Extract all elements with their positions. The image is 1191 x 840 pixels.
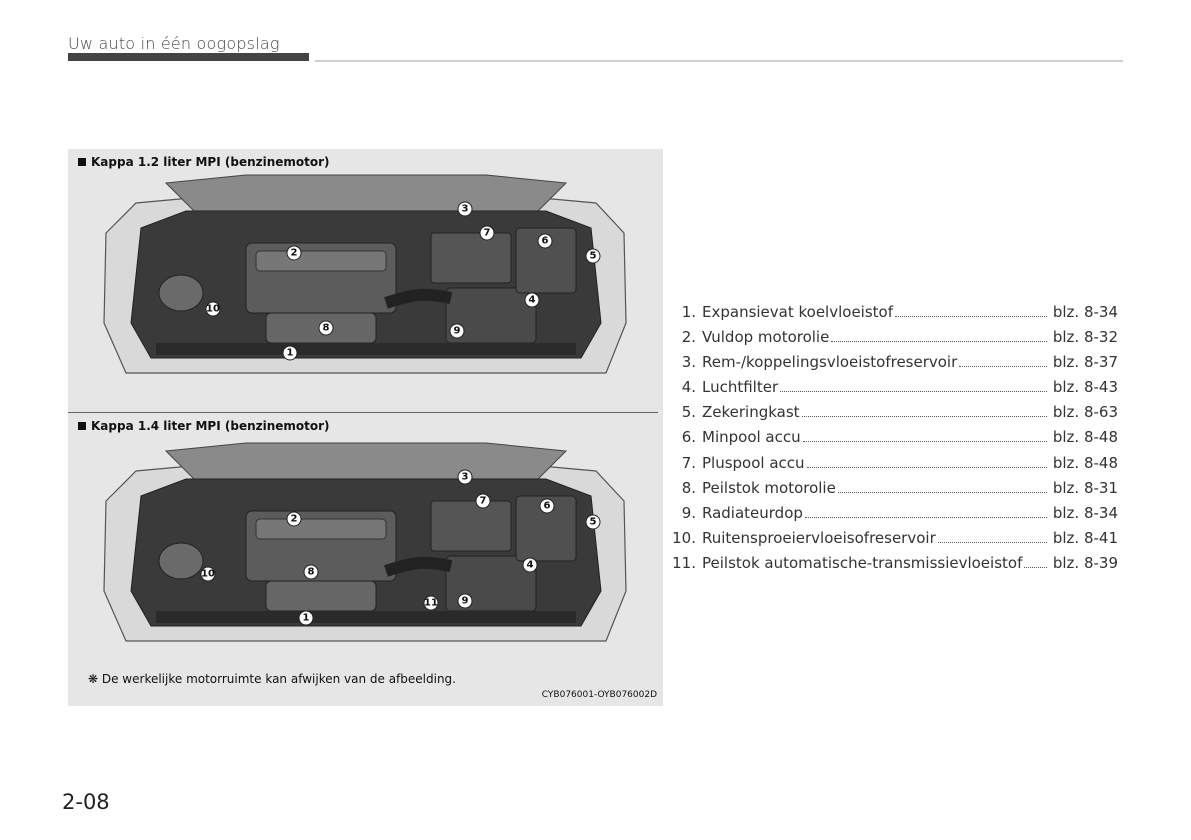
callout-label: 9 bbox=[453, 325, 461, 337]
callout-label: 1 bbox=[302, 612, 310, 624]
index-item-number: 9. bbox=[681, 503, 696, 522]
index-item-label: Pluspool accu bbox=[702, 453, 805, 472]
callout-label: 8 bbox=[322, 322, 330, 334]
callout-label: 8 bbox=[307, 566, 315, 578]
callout-label: 7 bbox=[483, 227, 491, 239]
dot-leader bbox=[802, 415, 1047, 417]
caption-bottom bbox=[78, 419, 330, 433]
index-item-number: 4. bbox=[681, 378, 696, 397]
dot-leader bbox=[831, 340, 1047, 342]
index-item-page: blz. 8-48 bbox=[1052, 428, 1118, 447]
caption-top-text: Kappa 1.2 liter MPI (benzinemotor) bbox=[91, 155, 330, 169]
index-item-page: blz. 8-31 bbox=[1052, 478, 1118, 497]
index-item bbox=[672, 526, 1118, 551]
index-item-label: Expansievat koelvloeistof bbox=[702, 303, 894, 321]
index-item-page: blz. 8-43 bbox=[1052, 378, 1118, 397]
index-item-label: Minpool accu bbox=[702, 428, 801, 447]
index-item-label: Ruitensproeiervloeisofreservoir bbox=[702, 528, 936, 547]
dot-leader bbox=[1024, 566, 1046, 568]
index-item bbox=[672, 451, 1118, 476]
callout-label: 2 bbox=[290, 247, 298, 259]
front-panel bbox=[156, 343, 576, 355]
callout-label: 6 bbox=[543, 500, 551, 512]
callout-label: 6 bbox=[541, 235, 549, 247]
index-item-number: 3. bbox=[681, 353, 696, 372]
callout-label: 10 bbox=[201, 568, 215, 580]
callout-label: 11 bbox=[424, 597, 438, 609]
battery bbox=[431, 233, 511, 283]
bullet-square-icon bbox=[78, 158, 86, 166]
engine-bay-illustration-bottom bbox=[96, 441, 632, 651]
figure-divider bbox=[68, 412, 658, 413]
engine-cover bbox=[256, 519, 386, 539]
dot-leader bbox=[805, 516, 1047, 518]
index-item bbox=[672, 325, 1118, 350]
index-item bbox=[672, 501, 1118, 526]
index-item-page: blz. 8-34 bbox=[1052, 303, 1118, 321]
index-item-page: blz. 8-41 bbox=[1052, 528, 1118, 547]
index-item-page: blz. 8-34 bbox=[1052, 503, 1118, 522]
index-item-label: Zekeringkast bbox=[702, 403, 800, 422]
header-bar bbox=[68, 53, 309, 61]
callout-label: 9 bbox=[461, 595, 469, 607]
dot-leader bbox=[895, 315, 1047, 317]
index-item-page: blz. 8-37 bbox=[1052, 353, 1118, 372]
coolant-reservoir bbox=[159, 275, 203, 311]
callout-label: 3 bbox=[461, 203, 469, 215]
callout-label: 4 bbox=[526, 559, 534, 571]
engine-cover bbox=[256, 251, 386, 271]
index-item-number: 8. bbox=[681, 478, 696, 497]
index-item-number: 11. bbox=[672, 553, 696, 572]
index-item bbox=[672, 476, 1118, 501]
caption-top bbox=[78, 155, 330, 169]
index-item bbox=[672, 300, 1118, 325]
index-item bbox=[672, 350, 1118, 375]
index-item-page: blz. 8-39 bbox=[1052, 553, 1118, 572]
front-panel bbox=[156, 611, 576, 623]
index-item-page: blz. 8-48 bbox=[1052, 453, 1118, 472]
index-item bbox=[672, 551, 1118, 576]
index-item bbox=[672, 425, 1118, 450]
index-item-number: 5. bbox=[681, 403, 696, 422]
callout-label: 3 bbox=[461, 471, 469, 483]
dot-leader bbox=[803, 440, 1047, 442]
component-index bbox=[672, 300, 1118, 576]
dot-leader bbox=[938, 541, 1047, 543]
dot-leader bbox=[807, 466, 1047, 468]
caption-bottom-text: Kappa 1.4 liter MPI (benzinemotor) bbox=[91, 419, 330, 433]
index-item-label: Vuldop motorolie bbox=[702, 328, 830, 347]
index-item bbox=[672, 400, 1118, 425]
callout-label: 4 bbox=[528, 294, 536, 306]
engine-bay-illustration-top bbox=[96, 173, 632, 383]
dot-leader bbox=[838, 491, 1047, 493]
index-item-label: Peilstok automatische-transmissievloeistof bbox=[702, 553, 1023, 572]
dot-leader bbox=[780, 390, 1047, 392]
index-item bbox=[672, 375, 1118, 400]
index-item-number: 7. bbox=[681, 453, 696, 472]
index-item-number: 10. bbox=[672, 528, 696, 547]
index-item-number: 1. bbox=[681, 303, 696, 321]
coolant-reservoir bbox=[159, 543, 203, 579]
exhaust-manifold bbox=[266, 581, 376, 611]
callout-label: 7 bbox=[479, 495, 487, 507]
engine-figure bbox=[68, 149, 663, 706]
index-item-number: 6. bbox=[681, 428, 696, 447]
callout-label: 1 bbox=[286, 347, 294, 359]
page-number: 2-08 bbox=[62, 790, 110, 814]
index-item-page: blz. 8-63 bbox=[1052, 403, 1118, 422]
index-item-label: Radiateurdop bbox=[702, 503, 803, 522]
index-item-label: Rem-/koppelingsvloeistofreservoir bbox=[702, 353, 958, 372]
callout-label: 5 bbox=[589, 516, 597, 528]
hood-panel bbox=[166, 443, 566, 481]
battery bbox=[431, 501, 511, 551]
header-rule bbox=[315, 60, 1123, 62]
index-item-number: 2. bbox=[681, 328, 696, 347]
callout-label: 5 bbox=[589, 250, 597, 262]
header-title: Uw auto in één oogopslag bbox=[68, 34, 280, 53]
index-item-label: Peilstok motorolie bbox=[702, 478, 836, 497]
index-item-page: blz. 8-32 bbox=[1052, 328, 1118, 347]
image-code: CYB076001-OYB076002D bbox=[541, 690, 657, 700]
callout-label: 2 bbox=[290, 513, 298, 525]
hood-panel bbox=[166, 175, 566, 213]
figure-note: ❋ De werkelijke motorruimte kan afwijken van de afbeelding. bbox=[88, 672, 456, 686]
dot-leader bbox=[959, 365, 1047, 367]
bullet-square-icon bbox=[78, 422, 86, 430]
callout-label: 10 bbox=[206, 303, 220, 315]
index-item-label: Luchtfilter bbox=[702, 378, 779, 397]
